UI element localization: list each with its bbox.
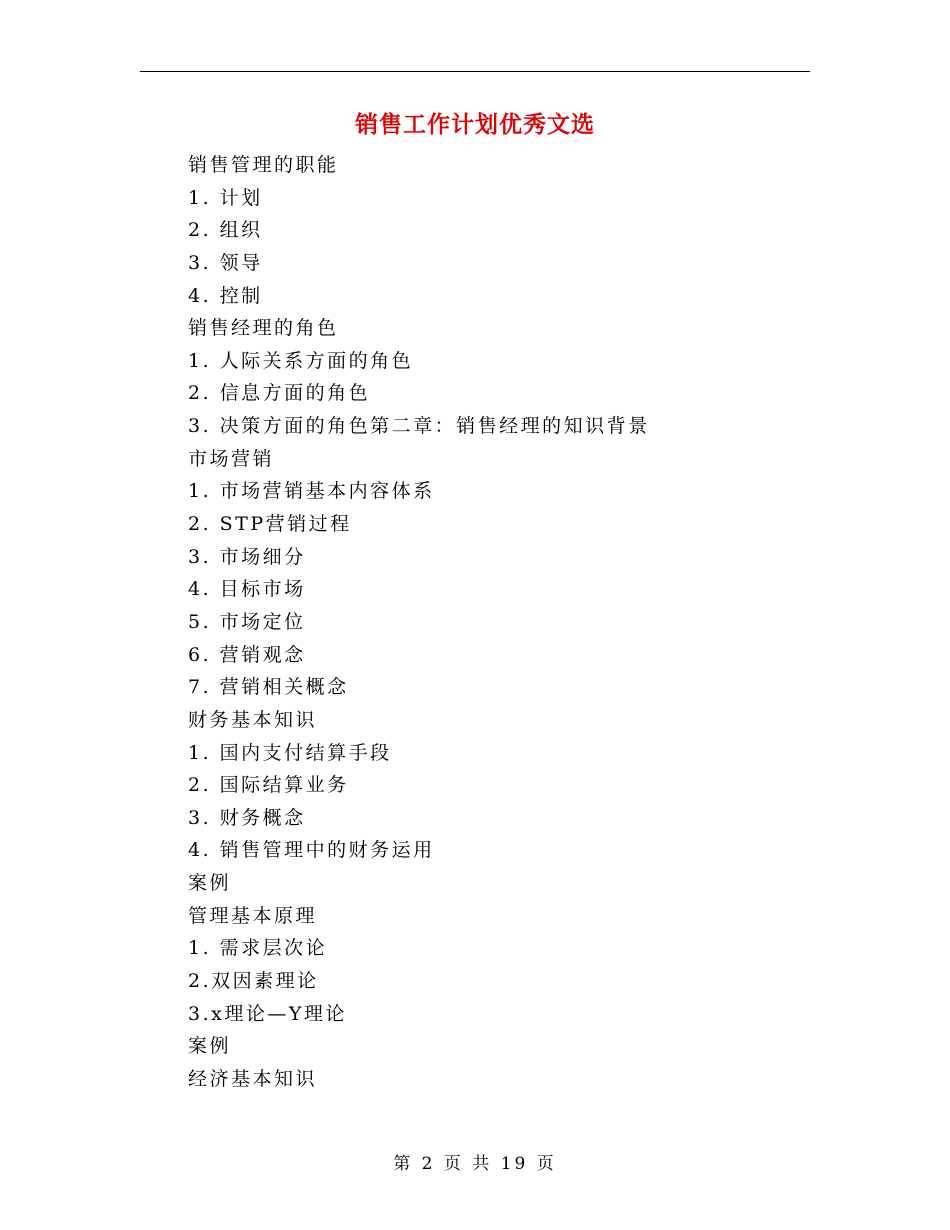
body-line: 1. 市场营销基本内容体系 bbox=[188, 480, 435, 503]
body-line: 2.双因素理论 bbox=[188, 970, 319, 993]
document-title: 销售工作计划优秀文选 bbox=[355, 111, 595, 138]
body-line: 案例 bbox=[188, 1035, 232, 1058]
body-line: 管理基本原理 bbox=[188, 904, 318, 927]
body-line: 财务基本知识 bbox=[188, 708, 318, 731]
body-line: 4. 控制 bbox=[188, 284, 263, 307]
body-line: 3. 财务概念 bbox=[188, 806, 306, 829]
body-line: 市场营销 bbox=[188, 447, 275, 470]
body-line: 5. 市场定位 bbox=[188, 610, 306, 633]
body-line: 3. 领导 bbox=[188, 251, 263, 274]
body-line: 2. 国际结算业务 bbox=[188, 774, 349, 797]
body-line: 1. 人际关系方面的角色 bbox=[188, 349, 414, 372]
body-line: 1. 国内支付结算手段 bbox=[188, 741, 392, 764]
body-line: 3. 市场细分 bbox=[188, 545, 306, 568]
body-line: 销售经理的角色 bbox=[188, 317, 339, 340]
body-line: 6. 营销观念 bbox=[188, 643, 306, 666]
body-line: 销售管理的职能 bbox=[188, 154, 339, 176]
document-body bbox=[188, 149, 828, 1096]
body-line: 2. 组织 bbox=[188, 219, 263, 242]
body-line: 1. 需求层次论 bbox=[188, 937, 328, 960]
body-line: 1. 计划 bbox=[188, 186, 263, 209]
body-line: 4. 目标市场 bbox=[188, 578, 306, 601]
body-line: 经济基本知识 bbox=[188, 1067, 318, 1090]
page-number-footer: 第 2 页 共 19 页 bbox=[393, 1154, 557, 1174]
body-line: 案例 bbox=[188, 872, 232, 895]
body-line: 4. 销售管理中的财务运用 bbox=[188, 839, 435, 862]
body-line: 2. STP营销过程 bbox=[188, 513, 352, 536]
body-line: 7. 营销相关概念 bbox=[188, 676, 349, 699]
header-rule bbox=[140, 71, 810, 72]
body-line: 3. 决策方面的角色第二章：销售经理的知识背景 bbox=[188, 415, 650, 438]
body-line: 2. 信息方面的角色 bbox=[188, 382, 371, 405]
body-line: 3.x理论—Y理论 bbox=[188, 1002, 347, 1025]
